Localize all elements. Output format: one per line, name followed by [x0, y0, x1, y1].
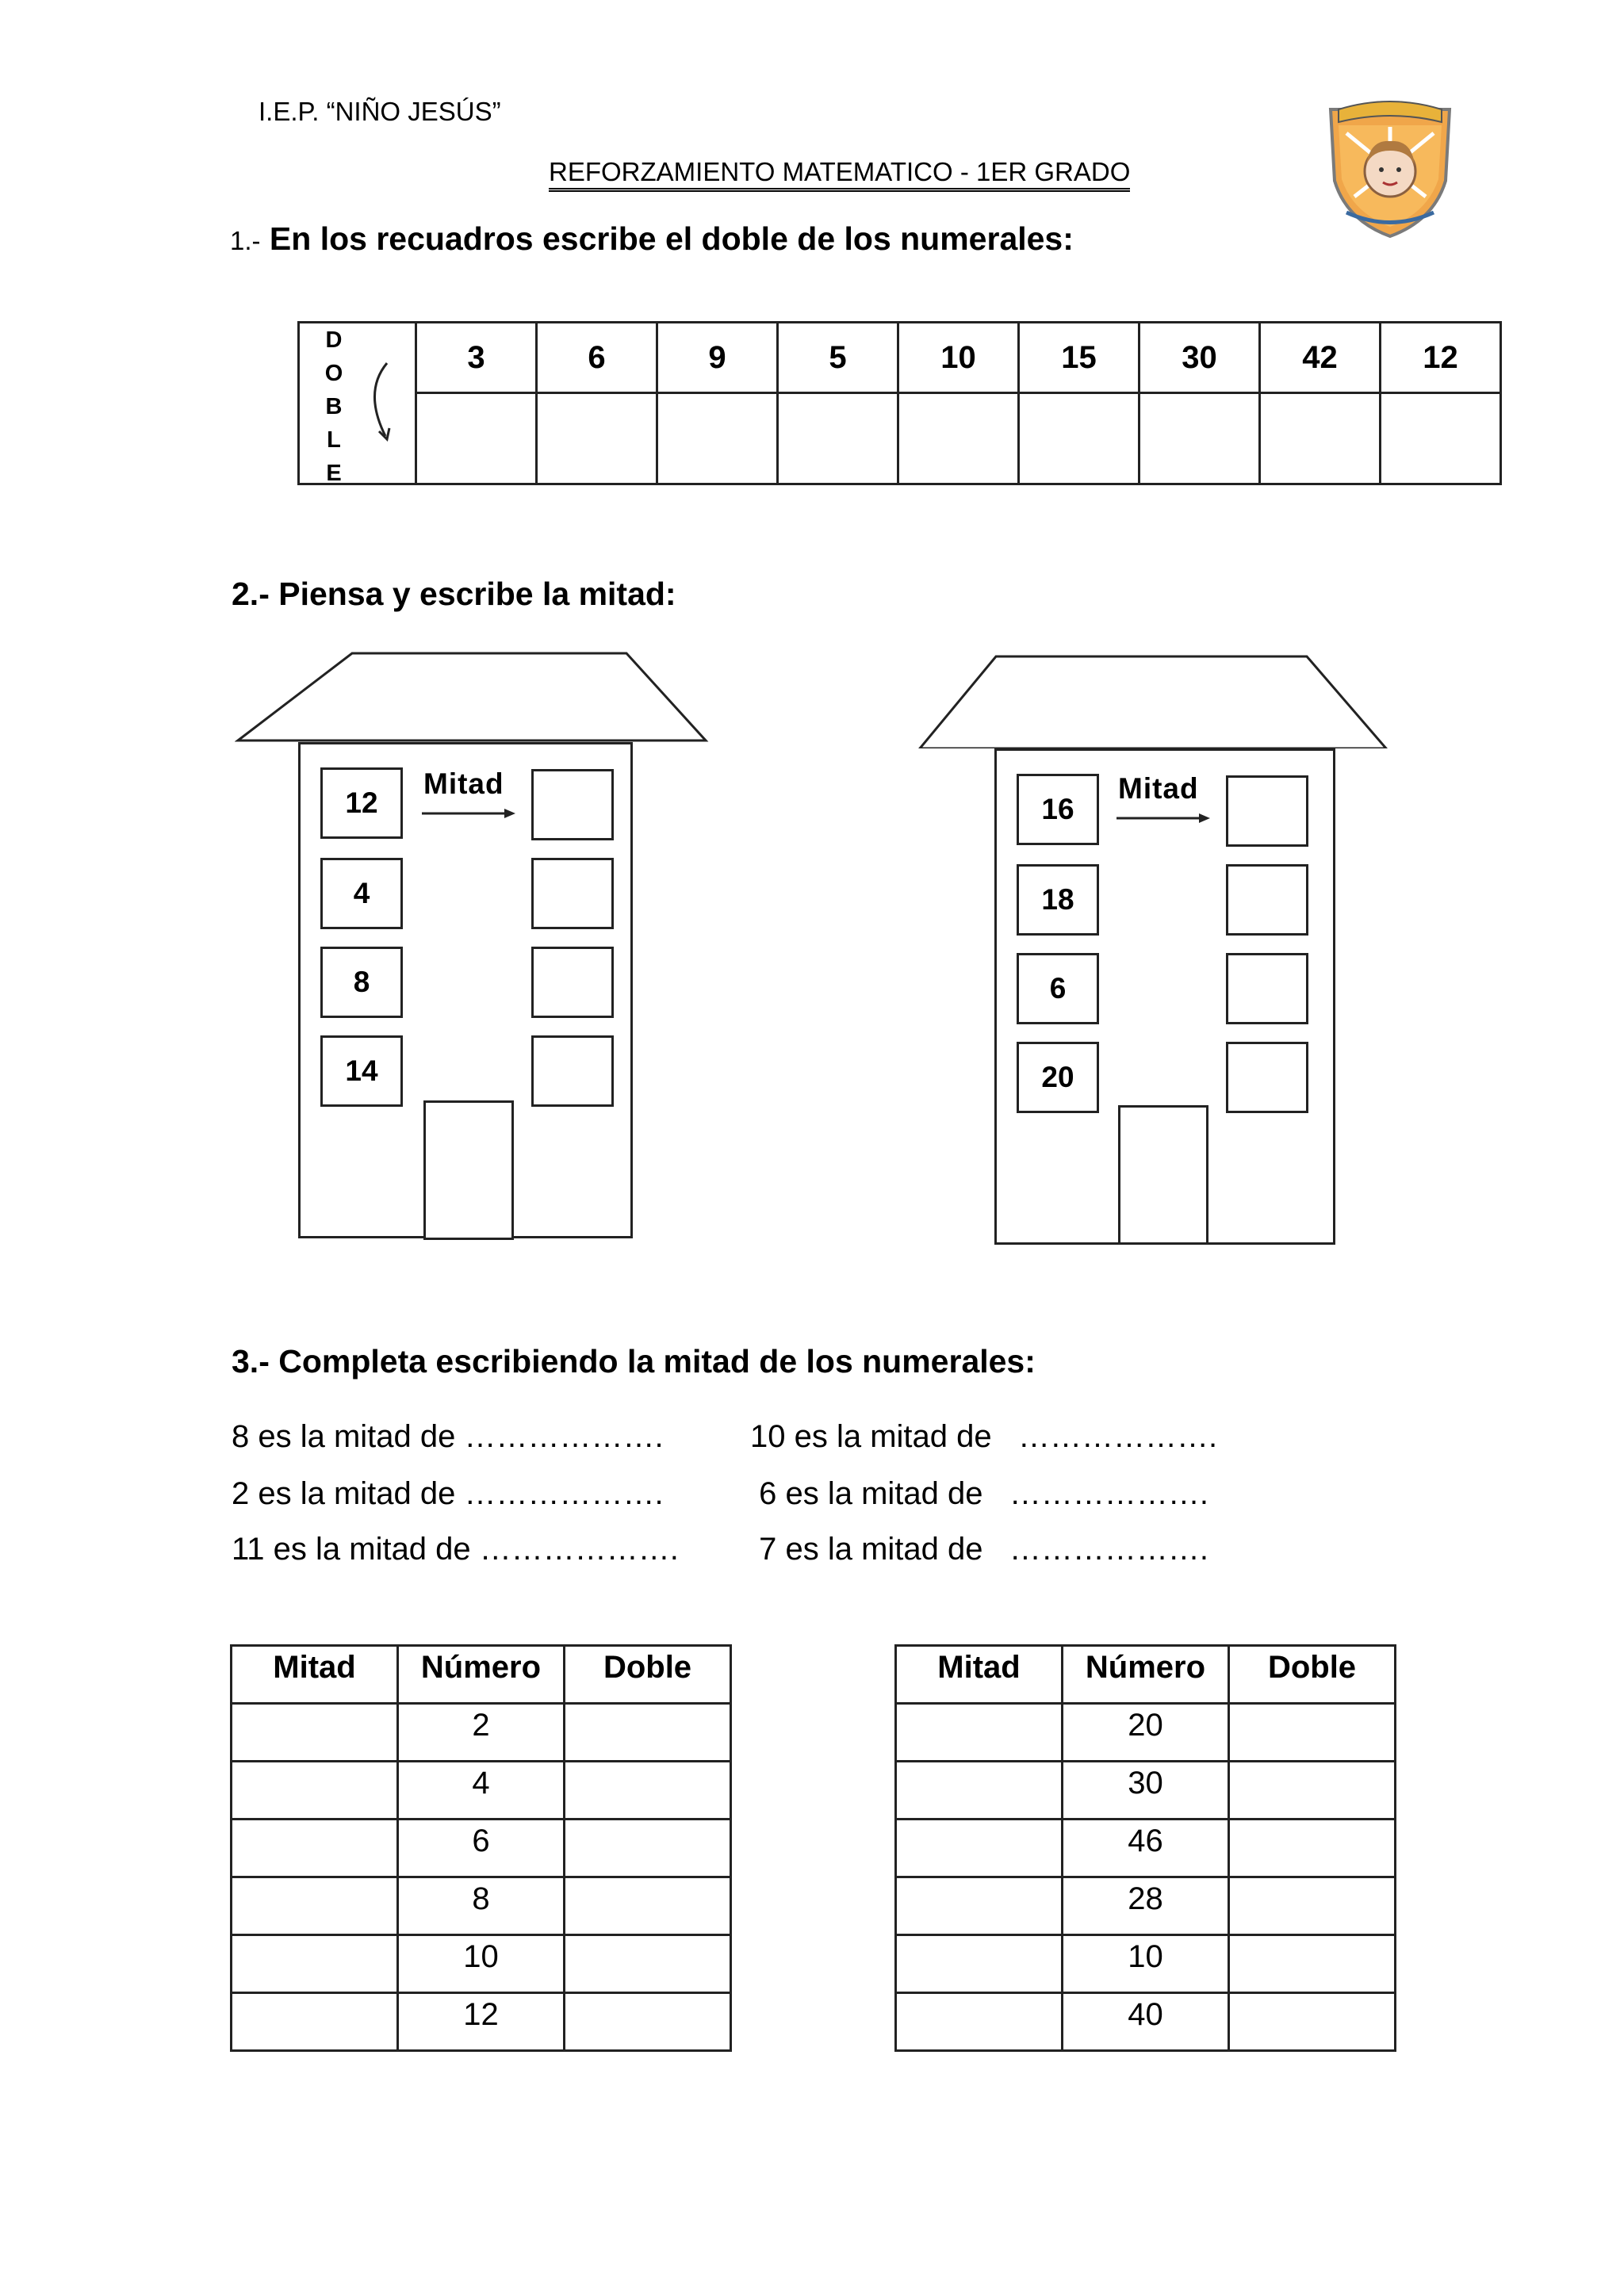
answer-cell[interactable]	[537, 393, 657, 484]
numero-cell: 4	[398, 1762, 565, 1820]
header-numero: Número	[1063, 1646, 1229, 1704]
answer-box[interactable]	[531, 858, 614, 929]
mitad-cell[interactable]	[232, 1935, 398, 1993]
doble-cell[interactable]	[1229, 1935, 1396, 1993]
number-cell: 9	[657, 323, 778, 393]
house-left	[235, 650, 710, 1245]
numero-cell: 30	[1063, 1762, 1229, 1820]
curved-arrow-icon	[363, 360, 403, 447]
number-box: 6	[1017, 953, 1099, 1024]
question-2-title: 2.- Piensa y escribe la mitad:	[232, 576, 676, 612]
mitad-cell[interactable]	[232, 1820, 398, 1877]
number-cell: 10	[898, 323, 1019, 393]
table-row	[896, 1935, 1396, 1993]
number-cell: 12	[1381, 323, 1501, 393]
mitad-label: Mitad	[423, 767, 504, 800]
answer-box[interactable]	[1226, 953, 1308, 1024]
house-right	[917, 653, 1392, 1248]
answer-cell[interactable]	[1381, 393, 1501, 484]
mitad-cell[interactable]	[232, 1704, 398, 1762]
number-cell: 5	[778, 323, 898, 393]
arrow-right-icon	[422, 806, 517, 821]
number-box: 16	[1017, 774, 1099, 845]
doble-letter: E	[326, 461, 342, 486]
header-mitad: Mitad	[232, 1646, 398, 1704]
numero-cell: 8	[398, 1877, 565, 1935]
answer-cell[interactable]	[898, 393, 1019, 484]
number-box: 12	[320, 767, 403, 839]
table-row	[232, 1762, 731, 1820]
fill-line-left-1[interactable]: 8 es la mitad de ……………….	[232, 1419, 664, 1454]
number-cell: 6	[537, 323, 657, 393]
table-row	[896, 1762, 1396, 1820]
table-row	[232, 1877, 731, 1935]
mitad-cell[interactable]	[896, 1935, 1063, 1993]
header-doble: Doble	[565, 1646, 731, 1704]
number-cell: 15	[1019, 323, 1139, 393]
doble-cell[interactable]	[565, 1877, 731, 1935]
header-doble: Doble	[1229, 1646, 1396, 1704]
doble-label-cell	[299, 323, 416, 484]
number-cell: 42	[1260, 323, 1381, 393]
table-row	[232, 1935, 731, 1993]
doble-letter: L	[327, 427, 341, 453]
number-box: 8	[320, 947, 403, 1018]
table-row	[896, 1877, 1396, 1935]
header-mitad: Mitad	[896, 1646, 1063, 1704]
mitad-cell[interactable]	[896, 1993, 1063, 2051]
worksheet-subtitle	[549, 157, 1130, 187]
door	[1118, 1105, 1208, 1245]
fill-line-right-1[interactable]: 10 es la mitad de ……………….	[750, 1419, 1218, 1454]
answer-box[interactable]	[1226, 1042, 1308, 1113]
header-numero: Número	[398, 1646, 565, 1704]
doble-vertical-label	[322, 323, 346, 490]
mitad-numero-doble-table-left	[230, 1644, 732, 2052]
doble-cell[interactable]	[1229, 1993, 1396, 2051]
mitad-label: Mitad	[1118, 772, 1199, 805]
answer-cell[interactable]	[416, 393, 537, 484]
numero-cell: 46	[1063, 1820, 1229, 1877]
number-box: 4	[320, 858, 403, 929]
answer-box[interactable]	[1226, 864, 1308, 936]
doble-letter: O	[324, 361, 343, 386]
numero-cell: 10	[1063, 1935, 1229, 1993]
numero-cell: 6	[398, 1820, 565, 1877]
table-row	[232, 1820, 731, 1877]
numero-cell: 2	[398, 1704, 565, 1762]
roof-icon	[917, 653, 1392, 748]
table-row	[232, 1704, 731, 1762]
mitad-cell[interactable]	[232, 1762, 398, 1820]
doble-cell[interactable]	[1229, 1704, 1396, 1762]
numero-cell: 10	[398, 1935, 565, 1993]
number-box: 18	[1017, 864, 1099, 936]
answer-cell[interactable]	[778, 393, 898, 484]
doble-cell[interactable]	[565, 1935, 731, 1993]
answer-box[interactable]	[531, 769, 614, 840]
doble-cell[interactable]	[565, 1993, 731, 2051]
subtitle-text: REFORZAMIENTO MATEMATICO - 1ER GRADO	[549, 157, 1130, 192]
question-1-title	[230, 220, 1074, 258]
fill-line-left-2[interactable]: 2 es la mitad de ……………….	[232, 1476, 664, 1511]
doble-cell[interactable]	[565, 1820, 731, 1877]
mitad-numero-doble-table-right	[894, 1644, 1396, 2052]
doble-cell[interactable]	[1229, 1877, 1396, 1935]
mitad-cell[interactable]	[896, 1762, 1063, 1820]
table-row	[896, 1820, 1396, 1877]
mitad-cell[interactable]	[896, 1820, 1063, 1877]
number-cell: 30	[1139, 323, 1260, 393]
numero-cell: 12	[398, 1993, 565, 2051]
double-table	[297, 321, 1502, 485]
numero-cell: 40	[1063, 1993, 1229, 2051]
answer-cell[interactable]	[1260, 393, 1381, 484]
mitad-cell[interactable]	[232, 1877, 398, 1935]
doble-cell[interactable]	[565, 1704, 731, 1762]
number-box: 14	[320, 1035, 403, 1107]
mitad-cell[interactable]	[896, 1704, 1063, 1762]
answer-cell[interactable]	[1139, 393, 1260, 484]
school-crest-logo	[1315, 94, 1465, 244]
table-row	[232, 1993, 731, 2051]
number-cell: 3	[416, 323, 537, 393]
mitad-cell[interactable]	[232, 1993, 398, 2051]
school-name: I.E.P. “NIÑO JESÚS”	[259, 97, 501, 126]
mitad-cell[interactable]	[896, 1877, 1063, 1935]
question-1-text: En los recuadros escribe el doble de los numerales:	[269, 220, 1074, 257]
fill-line-right-3[interactable]: 7 es la mitad de ……………….	[750, 1532, 1208, 1567]
question-1-number: 1.-	[230, 226, 261, 255]
answer-cell[interactable]	[1019, 393, 1139, 484]
numero-cell: 20	[1063, 1704, 1229, 1762]
fill-line-right-2[interactable]: 6 es la mitad de ……………….	[750, 1476, 1208, 1511]
arrow-right-icon	[1116, 810, 1212, 826]
doble-cell[interactable]	[1229, 1762, 1396, 1820]
answer-cell[interactable]	[657, 393, 778, 484]
answer-box[interactable]	[531, 1035, 614, 1107]
number-box: 20	[1017, 1042, 1099, 1113]
door	[423, 1100, 514, 1240]
doble-letter: B	[325, 394, 343, 419]
doble-letter: D	[325, 327, 343, 353]
roof-icon	[235, 650, 710, 745]
table-row	[896, 1993, 1396, 2051]
table-row	[896, 1704, 1396, 1762]
fill-line-left-3[interactable]: 11 es la mitad de ……………….	[232, 1532, 679, 1567]
numero-cell: 28	[1063, 1877, 1229, 1935]
doble-cell[interactable]	[565, 1762, 731, 1820]
question-3-title: 3.- Completa escribiendo la mitad de los numerales:	[232, 1343, 1036, 1380]
doble-cell[interactable]	[1229, 1820, 1396, 1877]
answer-box[interactable]	[531, 947, 614, 1018]
answer-box[interactable]	[1226, 775, 1308, 847]
